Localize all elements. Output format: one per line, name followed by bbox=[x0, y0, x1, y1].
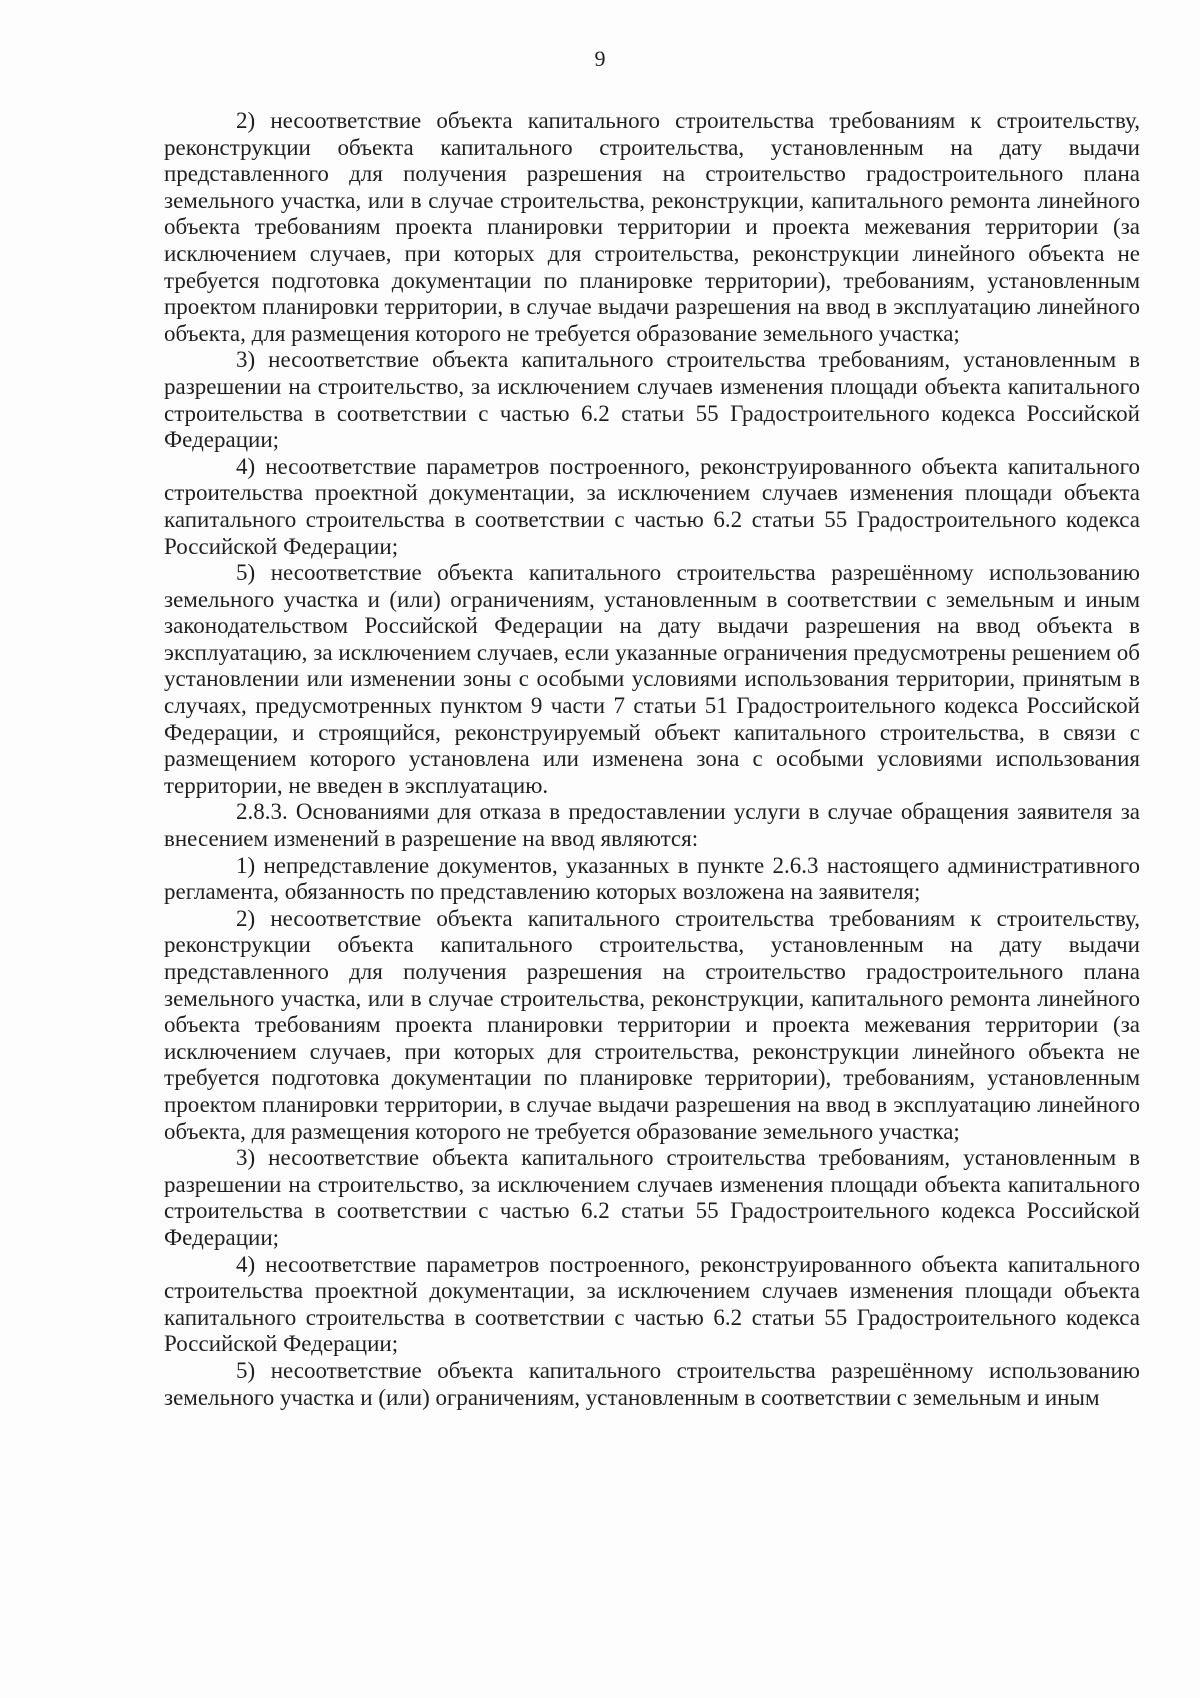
page-number: 9 bbox=[594, 46, 606, 71]
paragraph-2-8-2-item-4: 4) несоответствие параметров построенного, реконструированного объекта капитального строительства проектной документации, за исключением случаев изменения площади объекта капитального строительства в соответствии с частью 6.2 статьи 55 Градостроительного кодекса Российской Федерации; bbox=[164, 453, 1140, 559]
paragraph-2-8-3-item-4: 4) несоответствие параметров построенного, реконструированного объекта капитального строительства проектной документации, за исключением случаев изменения площади объекта капитального строительства в соответствии с частью 6.2 статьи 55 Градостроительного кодекса Российской Федерации; bbox=[164, 1251, 1140, 1357]
section-2-8-3-heading: 2.8.3. Основаниями для отказа в предоставлении услуги в случае обращения заявителя за внесением изменений в разрешение на ввод являются: bbox=[164, 799, 1140, 852]
paragraph-2-8-3-item-3: 3) несоответствие объекта капитального строительства требованиям, установленным в разрешении на строительство, за исключением случаев изменения площади объекта капитального строительства в соответствии с частью 6.2 статьи 55 Градостроительного кодекса Российской Федерации; bbox=[164, 1145, 1140, 1250]
paragraph-2-8-3-item-5: 5) несоответствие объекта капитального строительства разрешённому использованию земельного участка и (или) ограничениям, установленным в соответствии с земельным и иным bbox=[164, 1357, 1140, 1410]
paragraph-2-8-2-item-3: 3) несоответствие объекта капитального строительства требованиям, установленным в разрешении на строительство, за исключением случаев изменения площади объекта капитального строительства в соответствии с частью 6.2 статьи 55 Градостроительного кодекса Российской Федерации; bbox=[164, 347, 1140, 453]
document-body bbox=[164, 108, 1140, 1411]
paragraph-2-8-3-item-1: 1) непредставление документов, указанных в пункте 2.6.3 настоящего административного регламента, обязанность по представлению которых возложена на заявителя; bbox=[164, 852, 1140, 905]
paragraph-2-8-2-item-2: 2) несоответствие объекта капитального строительства требованиям к строительству, реконструкции объекта капитального строительства, установленным на дату выдачи представленного для получения разрешения на строительство градостроительного плана земельного участка, или в случае строительства, реконструкции, капитального ремонта линейного объекта требованиям проекта планировки территории и проекта межевания территории (за исключением случаев, при которых для строительства, реконструкции линейного объекта не требуется подготовка документации по планировке территории), требованиям, установленным проектом планировки территории, в случае выдачи разрешения на ввод в эксплуатацию линейного объекта, для размещения которого не требуется образование земельного участка; bbox=[164, 108, 1140, 346]
paragraph-2-8-2-item-5: 5) несоответствие объекта капитального строительства разрешённому использованию земельного участка и (или) ограничениям, установленным в соответствии с земельным и иным законодательством Российской Федерации на дату выдачи разрешения на ввод объекта в эксплуатацию, за исключением случаев, если указанные ограничения предусмотрены решением об установлении или изменении зоны с особыми условиями использования территории, принятым в случаях, предусмотренных пунктом 9 части 7 статьи 51 Градостроительного кодекса Российской Федерации, и строящийся, реконструируемый объект капитального строительства, в связи с размещением которого установлена или изменена зона с особыми условиями использования территории, не введен в эксплуатацию. bbox=[164, 560, 1140, 798]
paragraph-2-8-3-item-2: 2) несоответствие объекта капитального строительства требованиям к строительству, реконструкции объекта капитального строительства, установленным на дату выдачи представленного для получения разрешения на строительство градостроительного плана земельного участка, или в случае строительства, реконструкции, капитального ремонта линейного объекта требованиям проекта планировки территории и проекта межевания территории (за исключением случаев, при которых для строительства, реконструкции линейного объекта не требуется подготовка документации по планировке территории), требованиям, установленным проектом планировки территории, в случае выдачи разрешения на ввод в эксплуатацию линейного объекта, для размещения которого не требуется образование земельного участка; bbox=[164, 905, 1140, 1144]
